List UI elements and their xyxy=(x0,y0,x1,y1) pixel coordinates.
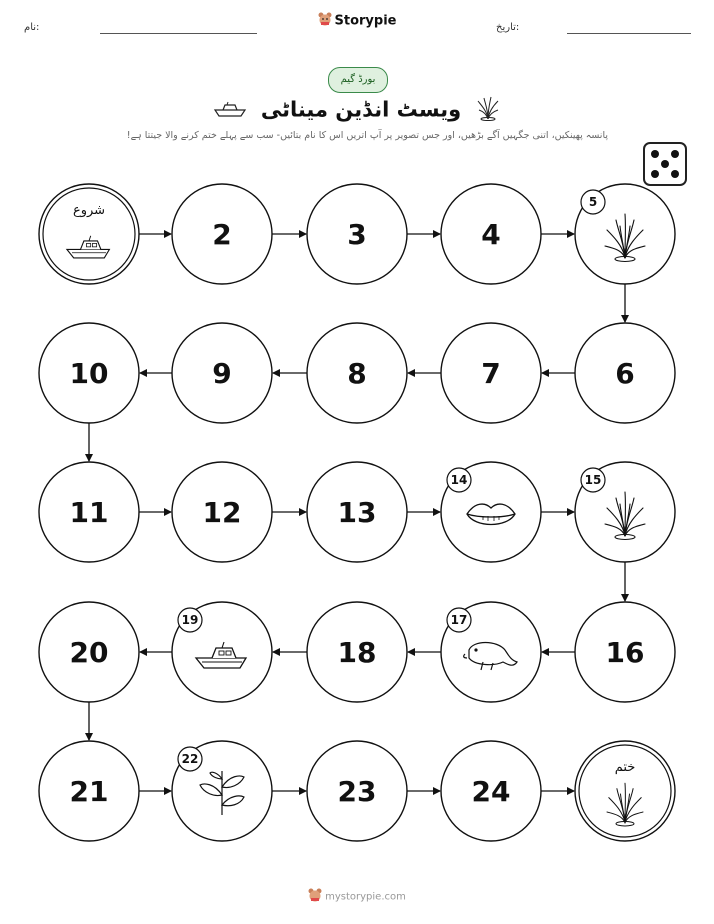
space-number: 21 xyxy=(69,775,109,808)
instructions: پانسہ پھینکیں، اتنی جگہیں آگے بڑھیں، اور جس تصویر پر آپ اتریں اس کا نام بتائیں- سب سے پہلے ختم کرنے والا جیتتا ہے! xyxy=(126,130,608,141)
footer-url: mystorypie.com xyxy=(325,891,406,903)
board-space-15 xyxy=(575,462,675,562)
board-space-9 xyxy=(172,323,272,423)
space-number: 20 xyxy=(69,636,109,669)
board-space-12 xyxy=(172,462,272,562)
board-space-21 xyxy=(39,741,139,841)
board-space-4 xyxy=(441,184,541,284)
board-space-8 xyxy=(307,323,407,423)
name-label: نام: xyxy=(24,22,40,33)
space-number: 4 xyxy=(481,218,501,251)
board-space-20 xyxy=(39,602,139,702)
board-space-13 xyxy=(307,462,407,562)
space-number: 11 xyxy=(69,496,109,529)
board-space-23 xyxy=(307,741,407,841)
footer-bear-icon xyxy=(308,888,322,905)
space-number: 6 xyxy=(615,357,635,390)
board-space-22 xyxy=(172,741,272,841)
board-space-5 xyxy=(575,184,675,284)
board-space-6 xyxy=(575,323,675,423)
date-label: تاریخ: xyxy=(496,22,520,33)
space-number: 17 xyxy=(450,613,468,627)
space-number: 5 xyxy=(588,195,598,209)
board-space-11 xyxy=(39,462,139,562)
space-number: 14 xyxy=(450,473,468,487)
space-number: 24 xyxy=(471,775,511,808)
start-label: شروع xyxy=(72,203,106,218)
space-number: 19 xyxy=(181,613,199,627)
board-space-10 xyxy=(39,323,139,423)
space-number: 23 xyxy=(337,775,377,808)
space-number: 12 xyxy=(202,496,242,529)
board-space-3 xyxy=(307,184,407,284)
game-type-badge: بورڈ گیم xyxy=(328,67,388,93)
space-number: 16 xyxy=(605,636,645,669)
space-number: 8 xyxy=(347,357,367,390)
board-space-19 xyxy=(172,602,272,702)
board-space-2 xyxy=(172,184,272,284)
board-space-18 xyxy=(307,602,407,702)
board-space-16 xyxy=(575,602,675,702)
end-label: ختم xyxy=(614,760,636,775)
board-space-24 xyxy=(441,741,541,841)
board-space-14 xyxy=(441,462,541,562)
space-number: 15 xyxy=(584,473,602,487)
space-number: 7 xyxy=(481,357,501,390)
space-number: 9 xyxy=(212,357,232,390)
board-space-1 xyxy=(39,184,139,284)
space-number: 3 xyxy=(347,218,367,251)
board-space-7 xyxy=(441,323,541,423)
space-number: 2 xyxy=(212,218,232,251)
board-space-17 xyxy=(441,602,541,702)
space-number: 10 xyxy=(69,357,109,390)
space-number: 22 xyxy=(181,752,199,766)
brand-name: Storypie xyxy=(334,13,397,29)
board-space-25 xyxy=(575,741,675,841)
title-text: ویسٹ انڈین میناٹی xyxy=(260,97,462,122)
space-number: 13 xyxy=(337,496,377,529)
space-number: 18 xyxy=(337,636,377,669)
footer xyxy=(0,888,714,905)
